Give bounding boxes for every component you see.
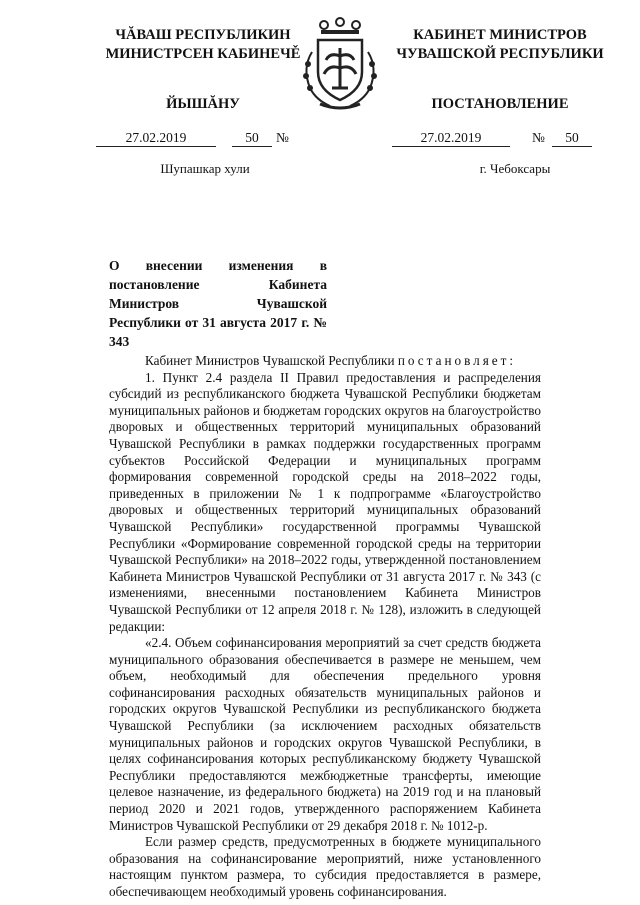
header-left-kind: ЙЫШĂНУ [166,96,240,112]
intro-verb: постановляет: [397,353,517,368]
header-left-number-sign: № [276,130,289,145]
header-right-line1: КАБИНЕТ МИНИСТРОВ [413,27,587,43]
paragraph-2: «2.4. Объем софинансирования мероприятий за счет средств бюджета муниципального образования обеспечивается в размере не меньшем, чем объем, необходимый для обеспечения предельного уровня софинансирования расходных обязательств муниципальных районов и городских округов Чувашской Республики из республиканского бюджета Чувашской Республики (за исключением расходных обязательств муниципальных районов и городских округов Чувашской Республики, в целях софинансирования которых республиканскому бюджету Чувашской Республики предоставляются межбюджетные трансферты, имеющие целевое назначение, из федерального бюджета) на 2019 год и на плановый период 2020 и 2021 годов, утвержденного распоряжением Кабинета Министров Чувашской Республики от 29 декабря 2018 г. № 1012-р. [109,635,541,833]
header-right-number-sign: № [532,130,545,145]
document-title: О внесении изменения в постановление Кабинета Министров Чувашской Республики от 31 августа 2017 г. № 343 [109,258,327,349]
paragraph-1: 1. Пункт 2.4 раздела II Правил предоставления и распределения субсидий из республиканского бюджета Чувашской Республики бюджетам муниципальных районов и бюджетам городских округов на благоустройство дворовых и общественных территорий муниципальных образований Чувашской Республики в рамках поддержки государственных программ субъектов Российской Федерации и муниципальных программ формирования современной городской среды на 2018–2022 годы, приведенных в приложении № 1 к подпрограмме «Благоустройство дворовых и общественных территорий муниципальных образований Чувашской Республики» государственной программы Чувашской Республики «Формирование современной городской среды на территории Чувашской Республики» на 2018–2022 годы, утвержденной постановлением Кабинета Министров Чувашской Республики от 31 августа 2017 г. № 343 (с изменениями, внесенными постановлением Кабинета Министров Чувашской Республики от 12 апреля 2018 г. № 128), изложить в следующей редакции: [109,369,541,634]
document-body [109,353,541,901]
header-right-line2: ЧУВАШСКОЙ РЕСПУБЛИКИ [396,46,604,62]
header-left-date: 27.02.2019 [96,130,216,147]
header-left-city: Шупашкар хули [160,161,250,176]
header-left-authority [88,26,318,64]
intro-subject: Кабинет Министров Чувашской Республики [145,353,398,368]
header-right-number: 50 [552,130,592,147]
header-left-line2: МИНИСТРСЕН КАБИНЕЧĚ [105,46,301,62]
header-right-date: 27.02.2019 [392,130,510,147]
header-right-date-line [392,130,612,150]
header-left-date-line [96,130,326,150]
header-right-authority [390,26,610,64]
header-left-line1: ЧĂВАШ РЕСПУБЛИКИН [115,27,291,43]
header-left-number: 50 [232,130,272,147]
header-right-city: г. Чебоксары [479,161,551,176]
header-right-kind: ПОСТАНОВЛЕНИЕ [431,96,569,112]
intro-paragraph [109,353,541,370]
chuvash-coat-of-arms-icon [296,16,384,112]
paragraph-3: Если размер средств, предусмотренных в бюджете муниципального образования на софинансирование мероприятий, ниже установленного настоящим пунктом размера, то субсидия предоставляется в размере, обеспечивающем необходимый уровень софинансирования. [109,834,541,899]
